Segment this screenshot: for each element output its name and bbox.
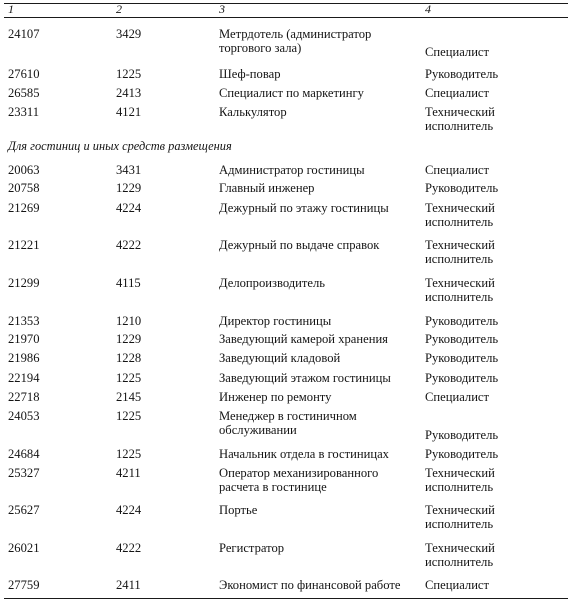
- number-cell: 2411: [116, 578, 141, 592]
- number-cell: 1225: [116, 409, 142, 423]
- code-cell: 24107: [8, 27, 40, 41]
- category-cell: Технический исполнитель: [425, 238, 495, 267]
- number-cell: 1228: [116, 351, 142, 365]
- category-cell: Руководитель: [425, 447, 499, 461]
- number-cell: 3429: [116, 27, 142, 41]
- position-title-cell: Делопроизводитель: [219, 276, 326, 290]
- code-cell: 24053: [8, 409, 40, 423]
- position-title-cell: Заведующий камерой хранения: [219, 332, 388, 346]
- category-cell: Технический исполнитель: [425, 276, 495, 305]
- category-cell: Руководитель: [425, 67, 499, 81]
- number-cell: 1225: [116, 67, 142, 81]
- code-cell: 26585: [8, 86, 40, 100]
- position-title-cell: Директор гостиницы: [219, 314, 332, 328]
- section-heading: Для гостиниц и иных средств размещения: [8, 139, 232, 153]
- number-cell: 4121: [116, 105, 142, 119]
- number-cell: 1229: [116, 181, 142, 195]
- category-cell: Специалист: [425, 390, 490, 404]
- position-title-cell: Администратор гостиницы: [219, 163, 365, 177]
- code-cell: 21269: [8, 201, 40, 215]
- table-bottom-rule: [4, 598, 568, 599]
- category-cell: Руководитель: [425, 351, 499, 365]
- category-cell: Руководитель: [425, 428, 499, 442]
- code-cell: 21299: [8, 276, 40, 290]
- category-cell: Технический исполнитель: [425, 201, 495, 230]
- position-title-cell: Регистратор: [219, 541, 285, 555]
- column-header-4: 4: [425, 2, 431, 16]
- number-cell: 4224: [116, 503, 142, 517]
- code-cell: 21353: [8, 314, 40, 328]
- code-cell: 26021: [8, 541, 40, 555]
- number-cell: 4224: [116, 201, 142, 215]
- category-cell: Технический исполнитель: [425, 503, 495, 532]
- code-cell: 20758: [8, 181, 40, 195]
- position-title-cell: Дежурный по этажу гостиницы: [219, 201, 389, 215]
- number-cell: 2145: [116, 390, 142, 404]
- number-cell: 1229: [116, 332, 142, 346]
- number-cell: 4115: [116, 276, 141, 290]
- category-cell: Технический исполнитель: [425, 105, 495, 134]
- position-title-cell: Главный инженер: [219, 181, 315, 195]
- code-cell: 25627: [8, 503, 40, 517]
- position-title-cell: Шеф-повар: [219, 67, 281, 81]
- position-title-cell: Калькулятор: [219, 105, 287, 119]
- code-cell: 20063: [8, 163, 40, 177]
- category-cell: Специалист: [425, 45, 490, 59]
- position-title-cell: Специалист по маркетингу: [219, 86, 364, 100]
- number-cell: 3431: [116, 163, 142, 177]
- position-title-cell: Метрдотель (администратор торгового зала): [219, 27, 372, 56]
- number-cell: 1225: [116, 371, 142, 385]
- number-cell: 4211: [116, 466, 141, 480]
- code-cell: 25327: [8, 466, 40, 480]
- number-cell: 4222: [116, 238, 142, 252]
- category-cell: Руководитель: [425, 181, 499, 195]
- position-title-cell: Начальник отдела в гостиницах: [219, 447, 389, 461]
- number-cell: 4222: [116, 541, 142, 555]
- category-cell: Специалист: [425, 163, 490, 177]
- category-cell: Руководитель: [425, 332, 499, 346]
- category-cell: Специалист: [425, 578, 490, 592]
- category-cell: Технический исполнитель: [425, 541, 495, 570]
- position-title-cell: Инженер по ремонту: [219, 390, 332, 404]
- header-rule: [4, 17, 568, 18]
- column-header-3: 3: [219, 2, 225, 16]
- position-title-cell: Экономист по финансовой работе: [219, 578, 401, 592]
- position-title-cell: Заведующий этажом гостиницы: [219, 371, 391, 385]
- position-title-cell: Заведующий кладовой: [219, 351, 341, 365]
- code-cell: 22718: [8, 390, 40, 404]
- code-cell: 27610: [8, 67, 40, 81]
- code-cell: 24684: [8, 447, 40, 461]
- code-cell: 27759: [8, 578, 40, 592]
- code-cell: 22194: [8, 371, 40, 385]
- code-cell: 21986: [8, 351, 40, 365]
- category-cell: Технический исполнитель: [425, 466, 495, 495]
- code-cell: 21221: [8, 238, 40, 252]
- position-title-cell: Оператор механизированного расчета в гостинице: [219, 466, 379, 495]
- number-cell: 1225: [116, 447, 142, 461]
- table-top-rule: [4, 3, 568, 4]
- category-cell: Руководитель: [425, 371, 499, 385]
- category-cell: Специалист: [425, 86, 490, 100]
- code-cell: 21970: [8, 332, 40, 346]
- position-title-cell: Портье: [219, 503, 258, 517]
- number-cell: 2413: [116, 86, 142, 100]
- category-cell: Руководитель: [425, 314, 499, 328]
- position-title-cell: Менеджер в гостиничном обслуживании: [219, 409, 357, 438]
- position-title-cell: Дежурный по выдаче справок: [219, 238, 380, 252]
- column-header-2: 2: [116, 2, 122, 16]
- code-cell: 23311: [8, 105, 40, 119]
- number-cell: 1210: [116, 314, 142, 328]
- column-header-1: 1: [8, 2, 14, 16]
